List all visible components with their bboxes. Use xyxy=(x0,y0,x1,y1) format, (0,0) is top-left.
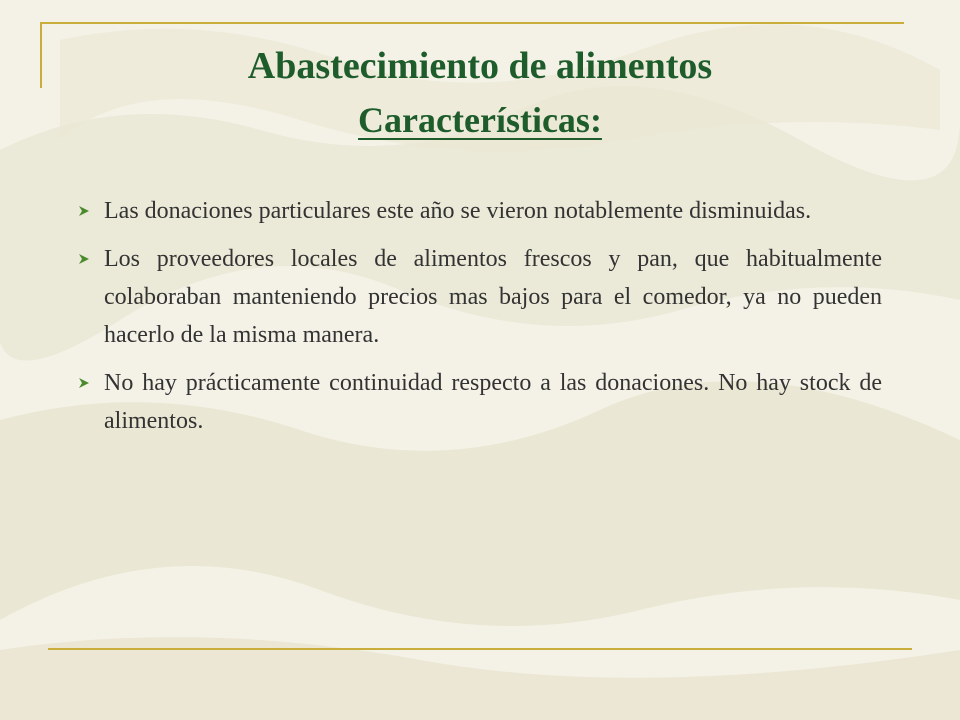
bullet-item xyxy=(78,364,882,440)
arrowhead-bullet-icon xyxy=(78,253,90,265)
bullet-item xyxy=(78,240,882,354)
bullet-item xyxy=(78,192,882,230)
arrowhead-bullet-icon xyxy=(78,205,90,217)
slide-title: Abastecimiento de alimentos xyxy=(247,45,713,87)
bullet-text: Los proveedores locales de alimentos frescos y pan, que habitualmente colaboraban manteniendo precios mas bajos para el comedor, ya no pueden hacerlo de la misma manera. xyxy=(104,246,882,348)
slide-subtitle: Características: xyxy=(358,100,602,140)
bullet-text: No hay prácticamente continuidad respecto a las donaciones. No hay stock de alimentos. xyxy=(104,370,882,434)
bullet-text: Las donaciones particulares este año se vieron notablemente disminuidas. xyxy=(104,198,812,224)
arrowhead-bullet-icon xyxy=(78,377,90,389)
bullet-list xyxy=(78,192,882,450)
frame-top-line xyxy=(40,22,904,24)
frame-bottom-line xyxy=(48,648,912,650)
title-block xyxy=(40,38,920,146)
